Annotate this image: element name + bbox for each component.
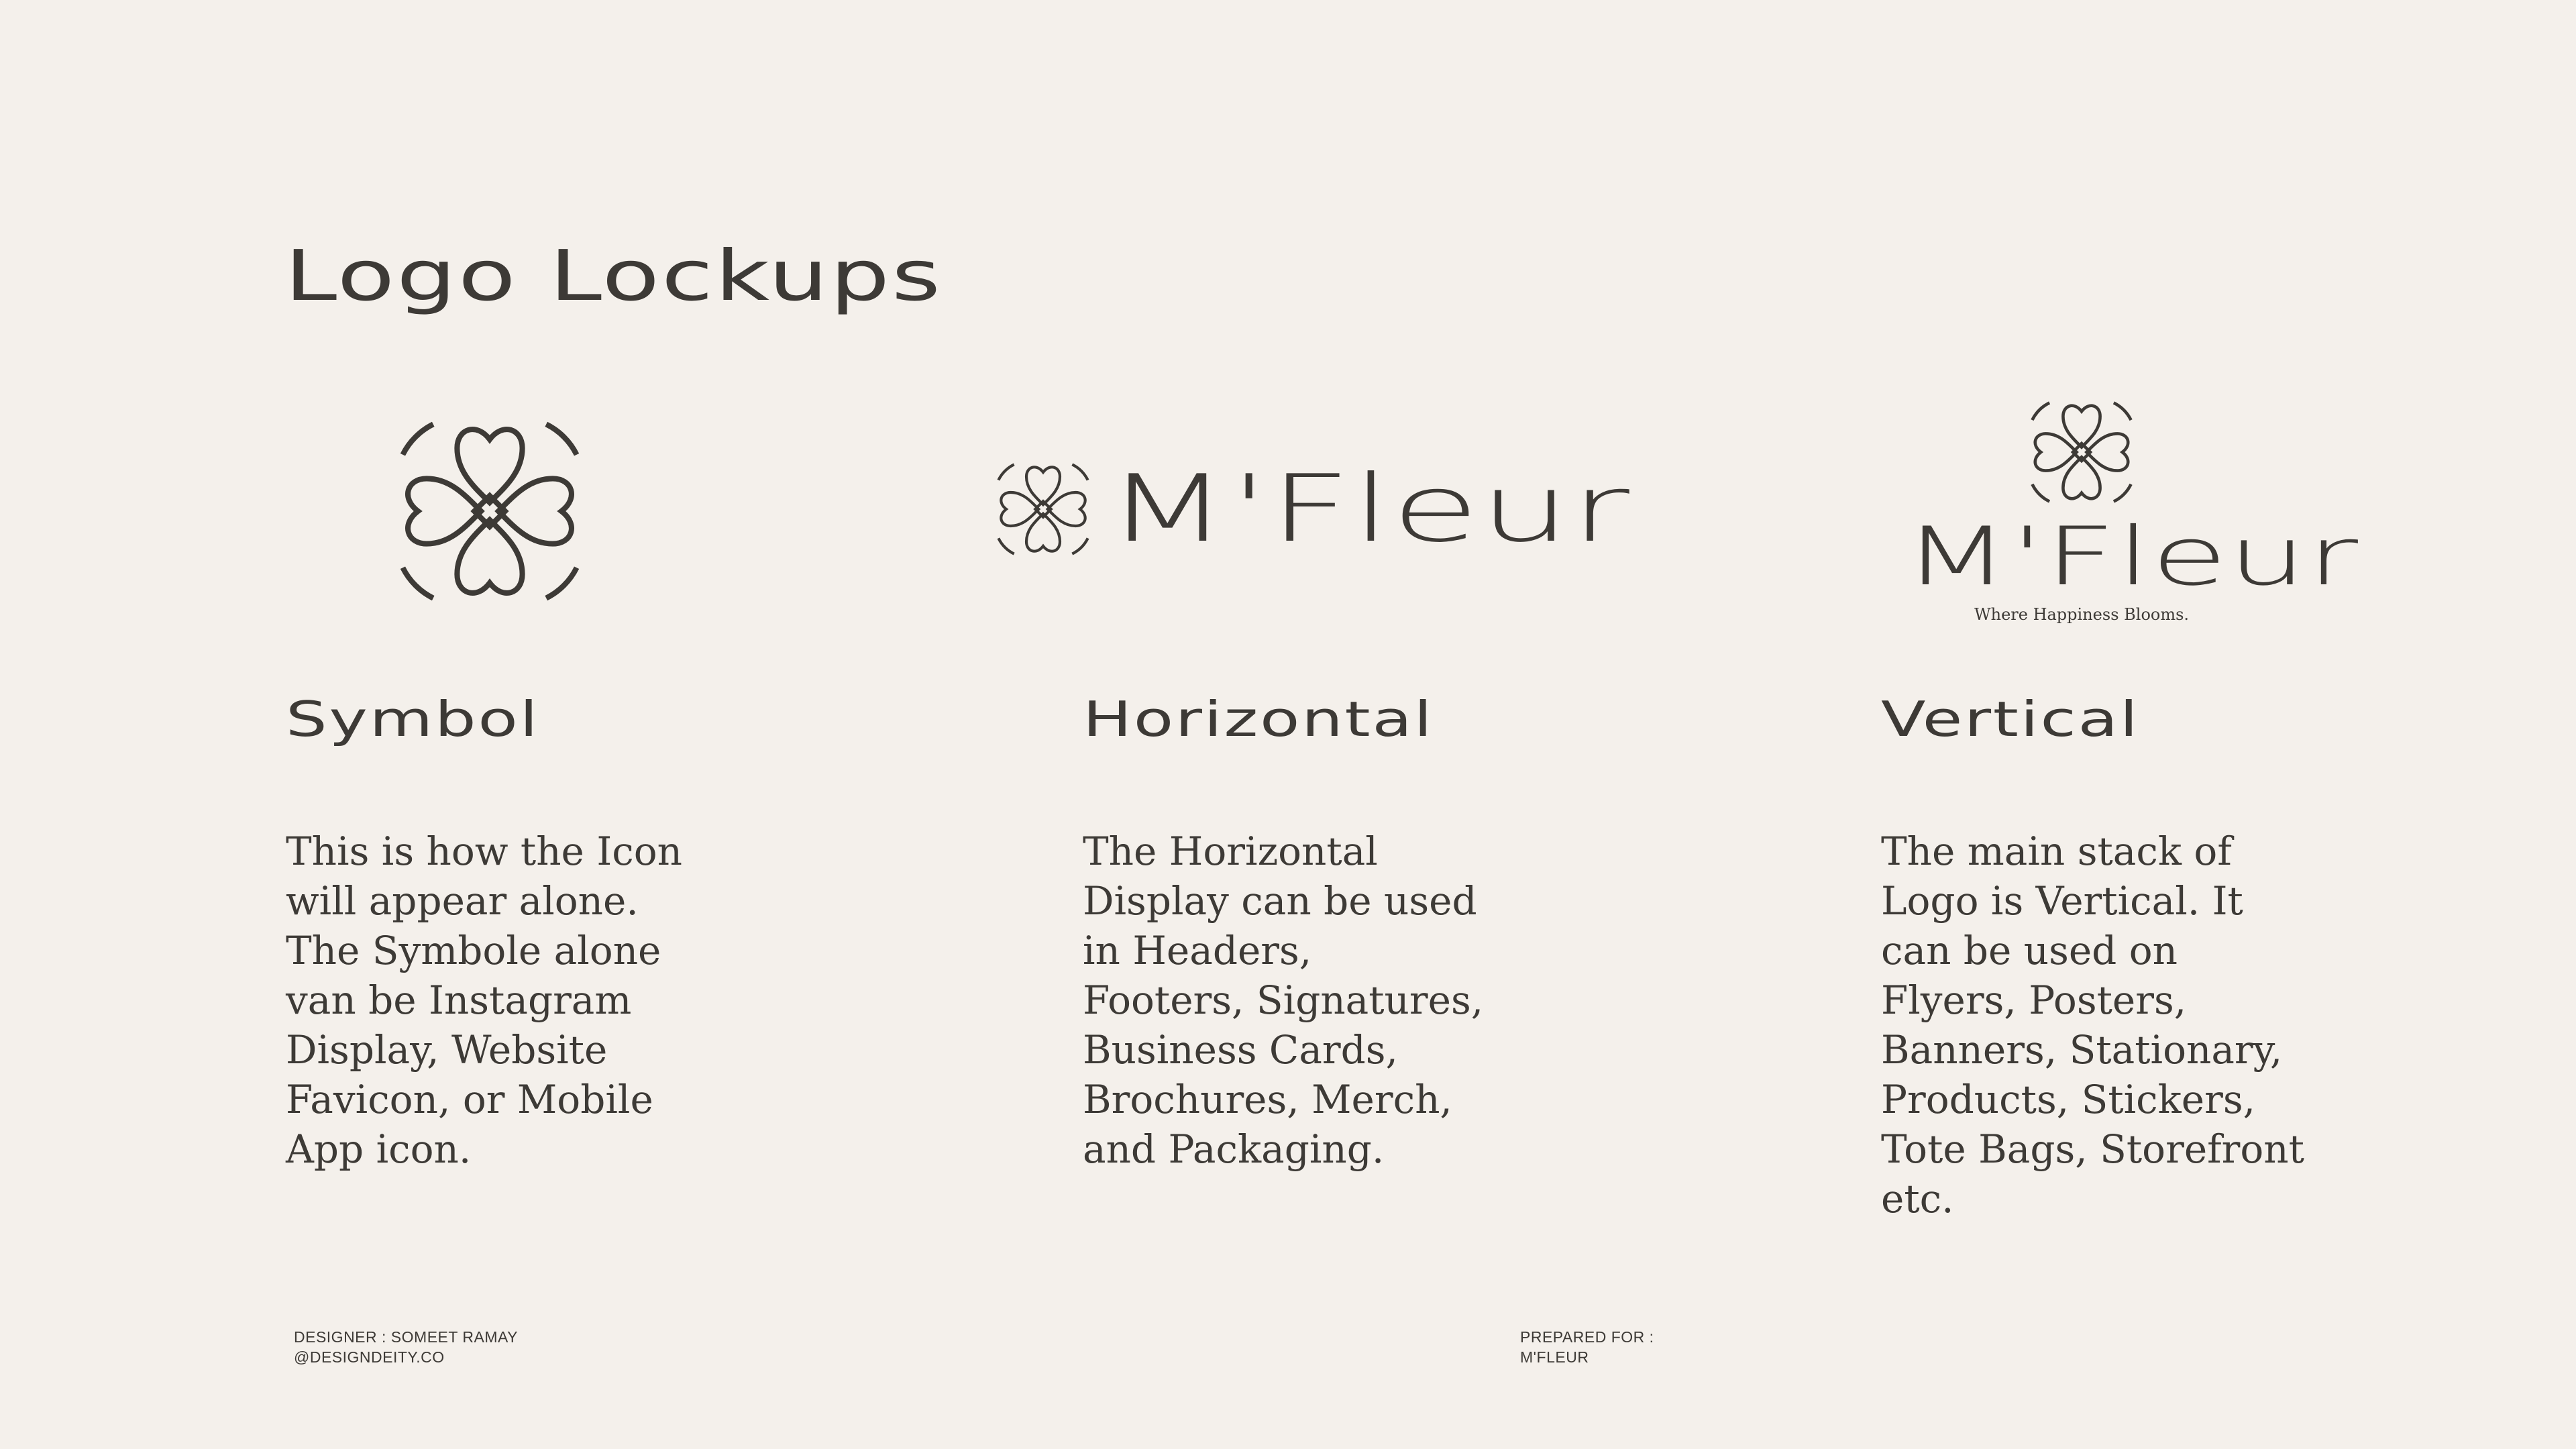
brand-tagline: Where Happiness Blooms.: [1974, 605, 2190, 624]
vertical-logo: [1878, 390, 2359, 619]
footer-designer: [294, 1327, 518, 1367]
vertical-wordmark: M'Fleur: [1902, 511, 2359, 604]
designer-credit: DESIGNER : SOMEET RAMAY: [294, 1328, 518, 1346]
horizontal-wordmark: M'Fleur: [1106, 455, 1629, 563]
symbol-logo: [389, 411, 590, 612]
horizontal-logo: [986, 449, 1629, 570]
section-title-symbol: Symbol: [286, 691, 540, 747]
clover-heart-icon: [402, 424, 576, 598]
designer-handle: @DESIGNDEITY.CO: [294, 1348, 445, 1366]
section-description-vertical: The main stack of Logo is Vertical. It can be used on Flyers, Posters, Banners, Stationary, Products, Stickers, Tote Bags, Storefront etc.: [1881, 828, 2304, 1222]
prepared-for-client: M'FLEUR: [1520, 1348, 1589, 1366]
page-title: Logo Lockups: [284, 235, 943, 317]
footer-prepared-for: [1520, 1327, 1654, 1367]
section-description-symbol: This is how the Icon will appear alone. The Symbole alone van be Instagram Display, Website Favicon, or Mobile App icon.: [286, 828, 682, 1172]
section-title-horizontal: Horizontal: [1083, 691, 1434, 747]
section-title-vertical: Vertical: [1881, 691, 2140, 747]
prepared-for-label: PREPARED FOR :: [1520, 1328, 1654, 1346]
section-description-horizontal: The Horizontal Display can be used in Headers, Footers, Signatures, Business Cards, Brochures, Merch, and Packaging.: [1083, 828, 1484, 1172]
clover-heart-icon: [2020, 390, 2143, 514]
clover-heart-icon: [986, 452, 1100, 566]
